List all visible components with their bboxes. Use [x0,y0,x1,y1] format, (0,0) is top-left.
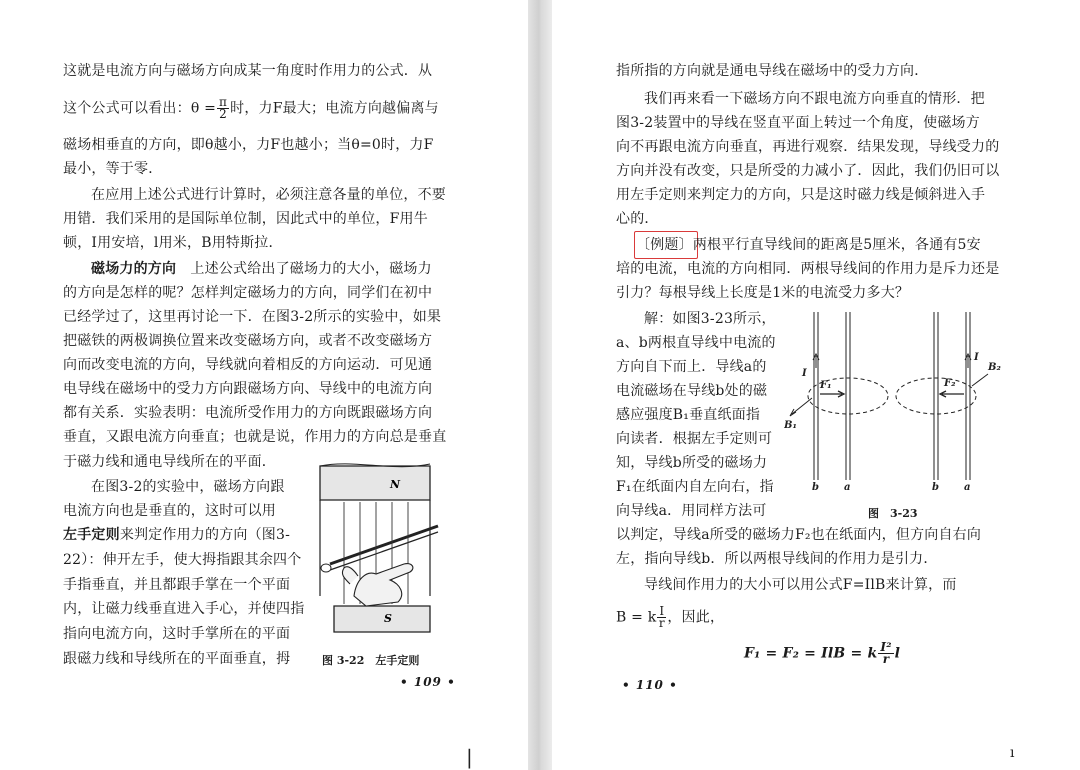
text-line: 电流磁场在导线b处的磁 [616,383,768,399]
text-line: 图3-2装置中的导线在竖直平面上转过一个角度，使磁场方 [616,115,980,131]
text-line: 在应用上述公式进行计算时，必须注意各量的单位，不要 [91,187,446,203]
svg-text:B₁: B₁ [784,420,797,431]
right-page [552,0,1080,770]
svg-text:b: b [812,482,819,492]
svg-text:I: I [802,368,807,379]
text-line: 解：如图3-23所示， [644,311,776,327]
text-line: 引力？每根导线上长度是1米的电流受力多大？ [616,285,910,301]
svg-text:a: a [964,482,971,492]
text-line: 我们再来看一下磁场方向不跟电流方向垂直的情形．把 [644,91,985,107]
fraction: $\frac{\pi}{2}$ [219,95,228,121]
section-heading: 磁场力的方向 [91,261,177,277]
text-line: 的方向是怎样的呢？怎样判定磁场力的方向，同学们在初中 [63,285,433,301]
page-number: • 109 • [400,675,456,689]
text-line: 指所指的方向就是通电导线在磁场中的受力方向． [616,63,929,79]
text-line: 内，让磁力线垂直进入手心，并使四指 [63,601,305,617]
example-label: 〔例题〕 [636,237,693,253]
cursor-mark: ı [1010,745,1015,761]
text-line: 顿，I用安培，l用米，B用特斯拉． [63,235,283,251]
svg-text:S: S [384,612,392,625]
text-line: 跟磁力线和导线所在的平面垂直，拇 [63,651,291,667]
text-line: 感应强度B₁垂直纸面指 [616,407,761,423]
text-line: 这就是电流方向与磁场方向成某一角度时作用力的公式．从 [63,63,433,79]
fraction: $\frac{\text{I²}}{r}$ [880,640,892,666]
text-line: 用错．我们采用的是国际单位制，因此式中的单位，F用牛 [63,211,428,227]
formula-line: B = k $\frac{I}{r}$ ，因此， [616,604,725,630]
left-hand-rule-term: 左手定则 [63,527,120,543]
text-line: 在图3-2的实验中，磁场方向跟 [91,479,285,495]
page-gutter [528,0,552,770]
text-line: 这个公式可以看出：θ = $\frac{\pi}{2}$ 时，力F最大；电流方向越偏离与 [63,95,439,121]
text-line: 心的． [616,211,659,227]
text-line: 向而改变电流的方向，导线就向着相反的方向运动．可见通 [63,357,433,373]
text-line: 用左手定则来判定力的方向，只是这时磁力线是倾斜进入手 [616,187,986,203]
text-line: 磁场相垂直的方向，即θ越小，力F也越小；当θ=0时，力F [63,137,434,153]
text-line: a、b两根直导线中电流的 [616,335,776,351]
text-line: 培的电流，电流的方向相同．两根导线间的作用力是斥力还是 [616,261,1000,277]
text-line: 指向电流方向，这时手掌所在的平面 [63,626,291,642]
svg-text:N: N [390,478,401,491]
text-line: 都有关系．实验表明：电流所受作用力的方向既跟磁场方向 [63,405,433,421]
text-line: 把磁铁的两极调换位置来改变磁场方向，或者不改变磁场方 [63,333,433,349]
text-line: 最小，等于零． [63,161,163,177]
text-line: 电导线在磁场中的受力方向跟磁场方向、导线中的电流方向 [63,381,433,397]
text-line: 向不再跟电流方向垂直，再进行观察．结果发现，导线受力的 [616,139,1000,155]
text-line: F₁在纸面内自左向右，指 [616,479,774,495]
left-page [0,0,528,770]
text-line: 垂直，又跟电流方向垂直；也就是说，作用力的方向总是垂直 [63,429,447,445]
text-line: 向导线a．用同样方法可 [616,503,767,519]
text-line: 左，指向导线b．所以两根导线间的作用力是引力． [616,551,938,567]
svg-text:F₁: F₁ [820,380,832,391]
svg-text:B₂: B₂ [988,362,1001,373]
figure-caption: 图 3-23 [868,507,918,520]
fraction: $\frac{I}{r}$ [658,604,665,630]
text-line: 手指垂直，并且都跟手掌在一个平面 [63,577,291,593]
text-line: 向读者．根据左手定则可 [616,431,773,447]
figure-caption: 图 3-22 左手定则 [322,654,420,667]
text-line: 磁场力的方向 上述公式给出了磁场力的大小，磁场力 [91,261,432,277]
text-line: 方向自下而上．导线a的 [616,359,767,375]
cursor-mark: | [466,745,473,769]
svg-text:I: I [974,352,979,363]
text-line: 于磁力线和通电导线所在的平面． [63,454,276,470]
text-line: 〔例题〕两根平行直导线间的距离是5厘米，各通有5安 [636,237,981,253]
text-line: 方向并没有改变，只是所受的力减小了．因此，我们仍旧可以 [616,163,1000,179]
text-line: 以判定，导线a所受的磁场力F₂也在纸面内，但方向自右向 [616,527,982,543]
text-line: 22）：伸开左手，使大拇指跟其余四个 [63,552,302,568]
svg-text:b: b [932,482,939,492]
parallel-wires-figure [784,308,1004,492]
text-line: 导线间作用力的大小可以用公式F=IlB来计算，而 [644,577,957,593]
svg-text:F₂: F₂ [944,378,956,389]
left-hand-rule-figure [314,456,444,646]
formula-equation: F₁ = F₂ = IlB = k $\frac{\text{I²}}{r}$ l [744,640,901,666]
text-line: 左手定则来判定作用力的方向（图3- [63,527,291,543]
page-number: • 110 • [622,678,678,692]
text-line: 已经学过了，这里再讨论一下．在图3-2所示的实验中，如果 [63,309,442,325]
svg-text:a: a [844,482,851,492]
text-line: 电流方向也是垂直的，这时可以用 [63,503,276,519]
text-line: 知，导线b所受的磁场力 [616,455,768,471]
